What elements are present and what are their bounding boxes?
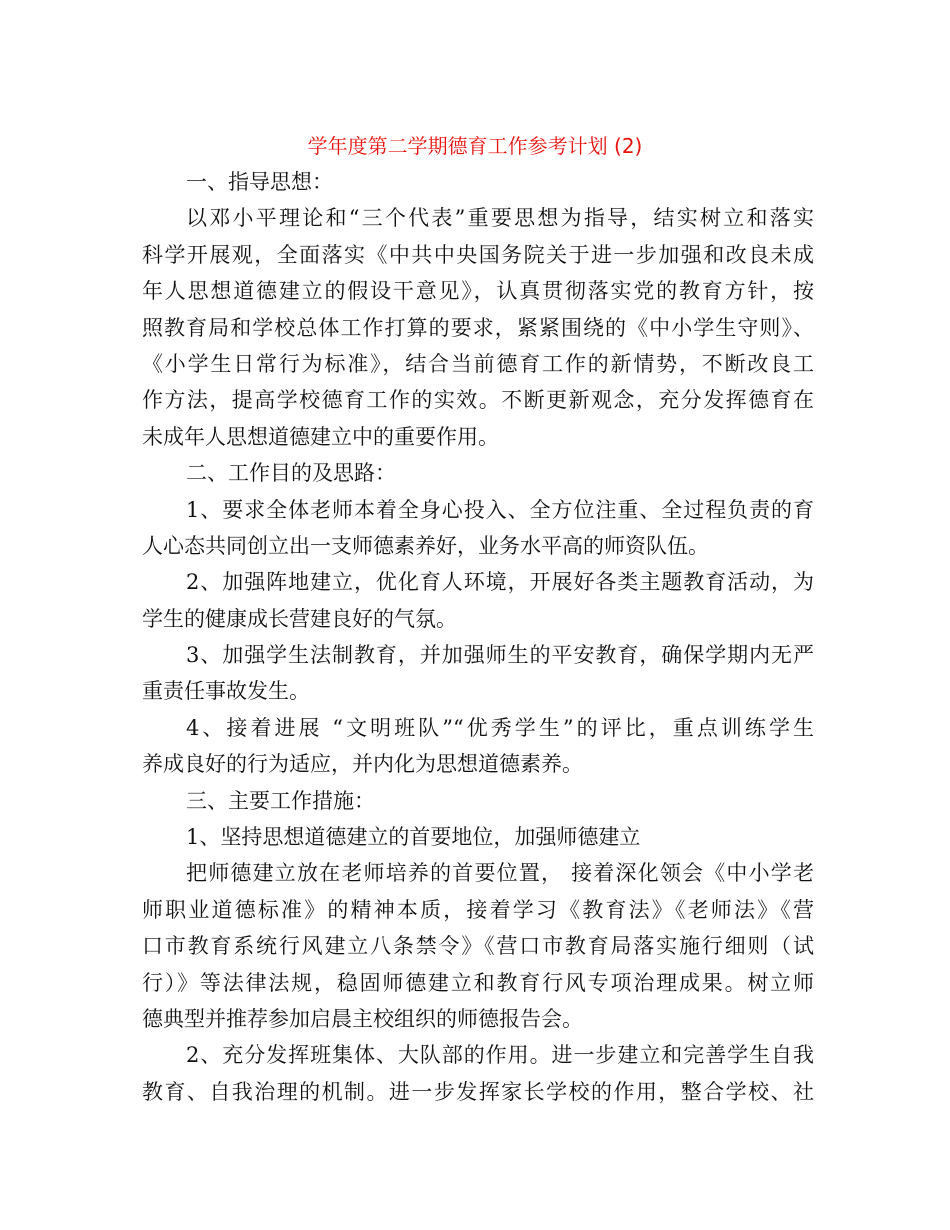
body-line: 教育、自我治理的机制。进一步发挥家长学校的作用，整合学校、社 <box>142 1079 814 1104</box>
body-line: 重责任事故发生。 <box>142 679 310 704</box>
body-line: 三、主要工作措施： <box>186 788 375 813</box>
body-line: 作方法，提高学校德育工作的实效。不断更新观念，充分发挥德育在 <box>142 388 814 413</box>
body-line: 2、充分发挥班集体、大队部的作用。进一步建立和完善学生自我 <box>186 1043 814 1068</box>
body-line: 把师德建立放在老师培养的首要位置， 接着深化领会《中小学老 <box>186 861 814 886</box>
body-line: 二、工作目的及思路： <box>186 461 396 486</box>
body-line: 人心态共同创立出一支师德素养好，业务水平高的师资队伍。 <box>142 533 709 558</box>
body-line: 1、要求全体老师本着全身心投入、全方位注重、全过程负责的育 <box>186 497 814 522</box>
body-line: 《小学生日常行为标准》，结合当前德育工作的新情势，不断改良工 <box>142 351 814 376</box>
body-line: 4、接着进展 “文明班队”“优秀学生”的评比，重点训练学生 <box>186 715 814 740</box>
document-title: 学年度第二学期德育工作参考计划 (2) <box>307 134 643 158</box>
body-line: 口市教育系统行风建立八条禁令》《营口市教育局落实施行细则（试 <box>142 934 814 959</box>
body-line: 年人思想道德建立的假设干意见》，认真贯彻落实党的教育方针，按 <box>142 279 814 304</box>
body-line: 3、加强学生法制教育，并加强师生的平安教育，确保学期内无严 <box>186 643 814 668</box>
body-line: 2、加强阵地建立，优化育人环境，开展好各类主题教育活动，为 <box>186 570 814 595</box>
body-line: 以邓小平理论和“三个代表”重要思想为指导，结实树立和落实 <box>186 206 814 231</box>
body-line: 养成良好的行为适应，并内化为思想道德素养。 <box>142 752 583 777</box>
body-line: 科学开展观，全面落实《中共中央国务院关于进一步加强和改良未成 <box>142 242 814 267</box>
body-line: 学生的健康成长营建良好的气氛。 <box>142 606 457 631</box>
body-line: 未成年人思想道德建立中的重要作用。 <box>142 424 499 449</box>
body-line: 师职业道德标准》的精神本质，接着学习《教育法》《老师法》《营 <box>142 897 814 922</box>
body-line: 1、坚持思想道德建立的首要地位，加强师德建立 <box>186 825 641 850</box>
body-line: 照教育局和学校总体工作打算的要求，紧紧围绕的《中小学生守则》、 <box>142 315 814 340</box>
body-line: 行）》等法律法规，稳固师德建立和教育行风专项治理成果。树立师 <box>142 970 814 995</box>
document-body <box>142 164 814 1110</box>
body-line: 一、指导思想： <box>186 170 333 194</box>
body-line: 德典型并推荐参加启晨主校组织的师德报告会。 <box>142 1006 583 1031</box>
